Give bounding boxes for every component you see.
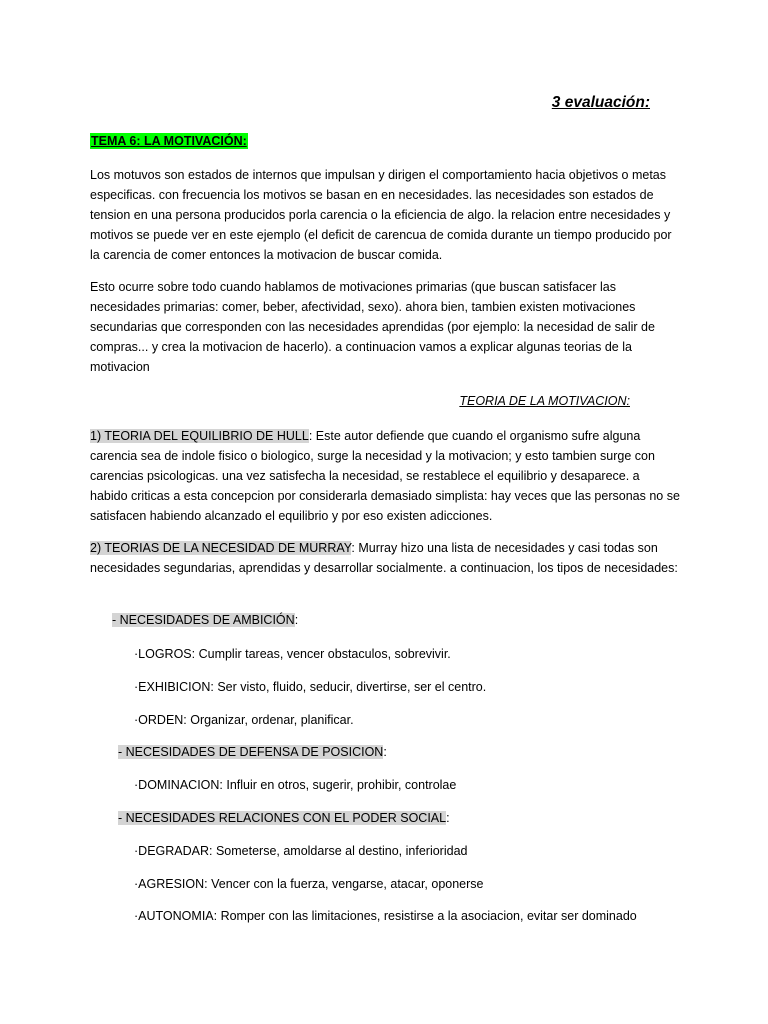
list-item: ·AGRESION: Vencer con la fuerza, vengarse, atacar, oponerse: [134, 877, 484, 891]
list-item: ·DEGRADAR: Someterse, amoldarse al destino, inferioridad: [134, 844, 468, 858]
category-defensa-suffix: :: [383, 745, 387, 759]
category-defensa: [118, 743, 387, 761]
section-heading: TEORIA DE LA MOTIVACION:: [459, 394, 630, 408]
primary-motivation-paragraph: Esto ocurre sobre todo cuando hablamos de motivaciones primarias (que buscan satisfacer las necesidades primarias: comer, beber, afectividad, sexo). ahora bien, tambien existen motivaciones secundarias que corresponden con las necesidades aprendidas (por ejemplo: la necesidad de salir de compras... y crea la motivacion de hacerlo). a continuacion vamos a explicar algunas teorias de la motivacion: [90, 280, 655, 374]
category-poder-suffix: :: [446, 811, 450, 825]
hull-paragraph: [90, 426, 680, 526]
list-item: ·LOGROS: Cumplir tareas, vencer obstaculos, sobrevivir.: [134, 647, 451, 661]
evaluation-heading: 3 evaluación:: [551, 94, 650, 111]
category-ambicion-label: - NECESIDADES DE AMBICIÓN: [112, 613, 295, 627]
murray-label: 2) TEORIAS DE LA NECESIDAD DE MURRAY: [90, 541, 352, 555]
hull-text: : Este autor defiende que cuando el organismo sufre alguna carencia sea de indole fisico o biologico, surge la necesidad y la motivacion; y esto tambien surge con carencias psicologicas. una vez satisfecha la necesidad, se restablece el equilibrio y desaparece. a habido criticas a esta concepcion por considerarla demasiado simplista: hay veces que las personas no se satisfacen habiendo alcanzado el equilibrio y por eso existen adicciones.: [90, 429, 680, 523]
intro-paragraph: Los motuvos son estados de internos que impulsan y dirigen el comportamiento hacia objetivos o metas especificas. con frecuencia los motivos se basan en en necesidades. las necesidades son estados de tension en una persona producidos porla carencia o la eficiencia de algo. la relacion entre necesidades y motivos se puede ver en este ejemplo (el deficit de carencua de comida durante un tiempo producido por la carencia de comer entonces la motivacion de buscar comida.: [90, 168, 672, 262]
category-ambicion-suffix: :: [294, 613, 299, 627]
murray-paragraph: [90, 538, 680, 578]
category-defensa-label: - NECESIDADES DE DEFENSA DE POSICION: [118, 745, 384, 759]
category-ambicion: [112, 611, 298, 629]
list-item: ·DOMINACION: Influir en otros, sugerir, prohibir, controlae: [134, 778, 457, 792]
list-item: ·ORDEN: Organizar, ordenar, planificar.: [134, 713, 354, 727]
list-item: ·EXHIBICION: Ser visto, fluido, seducir, divertirse, ser el centro.: [134, 680, 487, 694]
murray-text: : Murray hizo una lista de necesidades y casi todas son necesidades segundarias, aprendidas y desarrollar socialmente. a continuacion, los tipos de necesidades:: [90, 541, 678, 575]
tema-title: TEMA 6: LA MOTIVACIÓN:: [91, 134, 247, 148]
category-poder: [118, 809, 450, 827]
list-item: ·AUTONOMIA: Romper con las limitaciones, resistirse a la asociacion, evitar ser dominado: [134, 909, 637, 923]
category-poder-label: - NECESIDADES RELACIONES CON EL PODER SOCIAL: [118, 811, 447, 825]
hull-label: 1) TEORIA DEL EQUILIBRIO DE HULL: [90, 429, 309, 443]
